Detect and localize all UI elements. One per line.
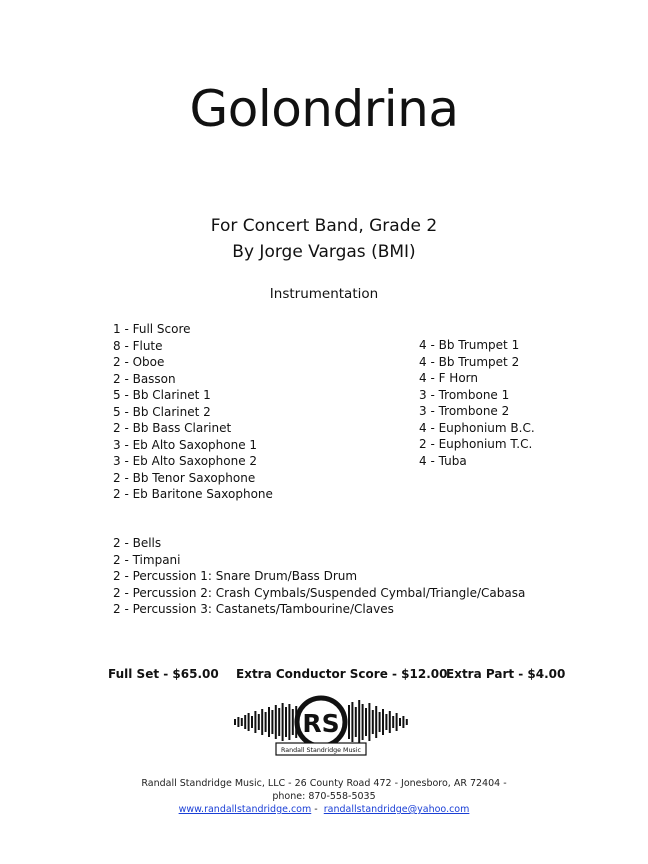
list-item: 2 - Percussion 1: Snare Drum/Bass Drum: [113, 569, 358, 583]
list-item: 4 - Tuba: [419, 453, 467, 468]
list-item: 3 - Eb Alto Saxophone 1: [113, 437, 258, 452]
list-item: 2 - Percussion 2: Crash Cymbals/Suspended Cymbal/Triangle/Cabasa: [113, 585, 526, 600]
price-extra-part: Extra Part - $4.00: [446, 667, 566, 681]
soundwave-bar: [258, 714, 260, 730]
list-item: 2 - Timpani: [113, 552, 181, 567]
soundwave-bar: [265, 712, 267, 732]
soundwave-bar: [379, 712, 381, 732]
soundwave-bar: [365, 708, 367, 736]
soundwave-bar: [271, 710, 273, 734]
list-item: 1 - Full Score: [113, 322, 191, 336]
soundwave-bar: [355, 707, 357, 737]
logo-initials: RS: [302, 709, 340, 738]
soundwave-bar: [285, 707, 287, 737]
soundwave-bar: [292, 709, 294, 735]
soundwave-bar: [392, 716, 394, 728]
footer-address: Randall Standridge Music, LLC - 26 County Road 472 - Jonesboro, AR 72404 -: [141, 778, 507, 789]
soundwave-bar: [406, 719, 408, 725]
list-item: 2 - Euphonium T.C.: [419, 437, 533, 451]
price-full-set: Full Set - $65.00: [108, 667, 219, 681]
soundwave-bar: [375, 706, 377, 738]
soundwave-bar: [348, 705, 350, 739]
soundwave-bar: [362, 704, 364, 740]
soundwave-bar: [234, 719, 236, 725]
footer-links: [0, 804, 648, 815]
instrumentation-heading: Instrumentation: [269, 286, 379, 302]
list-item: 2 - Basson: [113, 371, 176, 386]
rs-logo: [232, 694, 410, 762]
soundwave-bar: [275, 705, 277, 739]
subtitle-ensemble: For Concert Band, Grade 2: [210, 216, 438, 236]
soundwave-bar: [251, 716, 253, 728]
soundwave-bar: [382, 709, 384, 735]
soundwave-bar: [244, 715, 246, 729]
list-item: 2 - Oboe: [113, 355, 165, 369]
list-item: 5 - Bb Clarinet 1: [113, 388, 211, 402]
list-item: 4 - F Horn: [419, 371, 479, 385]
website-link[interactable]: www.randallstandridge.com: [178, 804, 312, 815]
list-item: 4 - Euphonium B.C.: [419, 420, 535, 435]
soundwave-bar: [261, 709, 263, 735]
list-item: 2 - Bells: [113, 536, 162, 550]
soundwave-bar: [351, 702, 353, 742]
soundwave-bar: [402, 716, 404, 728]
soundwave-left-icon: [234, 703, 297, 741]
soundwave-bar: [282, 703, 284, 741]
footer-separator: -: [311, 804, 324, 815]
soundwave-bar: [288, 704, 290, 740]
soundwave-bar: [237, 717, 239, 727]
list-item: 3 - Eb Alto Saxophone 2: [113, 454, 258, 468]
email-link[interactable]: randallstandridge@yahoo.com: [323, 804, 470, 815]
list-item: 5 - Bb Clarinet 2: [113, 404, 211, 419]
soundwave-bar: [368, 703, 370, 741]
list-item: 2 - Bb Bass Clarinet: [113, 421, 232, 435]
list-item: 2 - Bb Tenor Saxophone: [113, 470, 256, 485]
soundwave-bar: [358, 700, 360, 744]
soundwave-bar: [268, 707, 270, 737]
soundwave-bar: [372, 710, 374, 734]
soundwave-bar: [241, 718, 243, 726]
list-item: 3 - Trombone 1: [419, 387, 510, 402]
soundwave-bar: [278, 708, 280, 736]
soundwave-bar: [399, 718, 401, 726]
title: Golondrina: [189, 80, 459, 138]
list-item: 3 - Trombone 2: [419, 404, 510, 418]
soundwave-bar: [396, 713, 398, 731]
list-item: 2 - Eb Baritone Saxophone: [113, 487, 273, 501]
soundwave-bar: [254, 711, 256, 733]
list-item: 4 - Bb Trumpet 2: [419, 354, 520, 369]
list-item: 8 - Flute: [113, 338, 163, 353]
price-conductor-score: Extra Conductor Score - $12.00: [236, 667, 448, 681]
footer-phone: phone: 870-558-5035: [272, 791, 376, 802]
subtitle-composer: By Jorge Vargas (BMI): [232, 242, 416, 262]
soundwave-bar: [389, 711, 391, 733]
list-item: 4 - Bb Trumpet 1: [419, 338, 520, 352]
woodwinds-list: [113, 321, 273, 503]
percussion-list: [113, 535, 525, 618]
logo-banner-text: Randall Standridge Music: [281, 747, 361, 754]
soundwave-bar: [248, 713, 250, 731]
brass-list: [419, 337, 535, 469]
soundwave-right-icon: [348, 700, 408, 744]
soundwave-bar: [385, 714, 387, 730]
list-item: 2 - Percussion 3: Castanets/Tambourine/Claves: [113, 602, 394, 616]
